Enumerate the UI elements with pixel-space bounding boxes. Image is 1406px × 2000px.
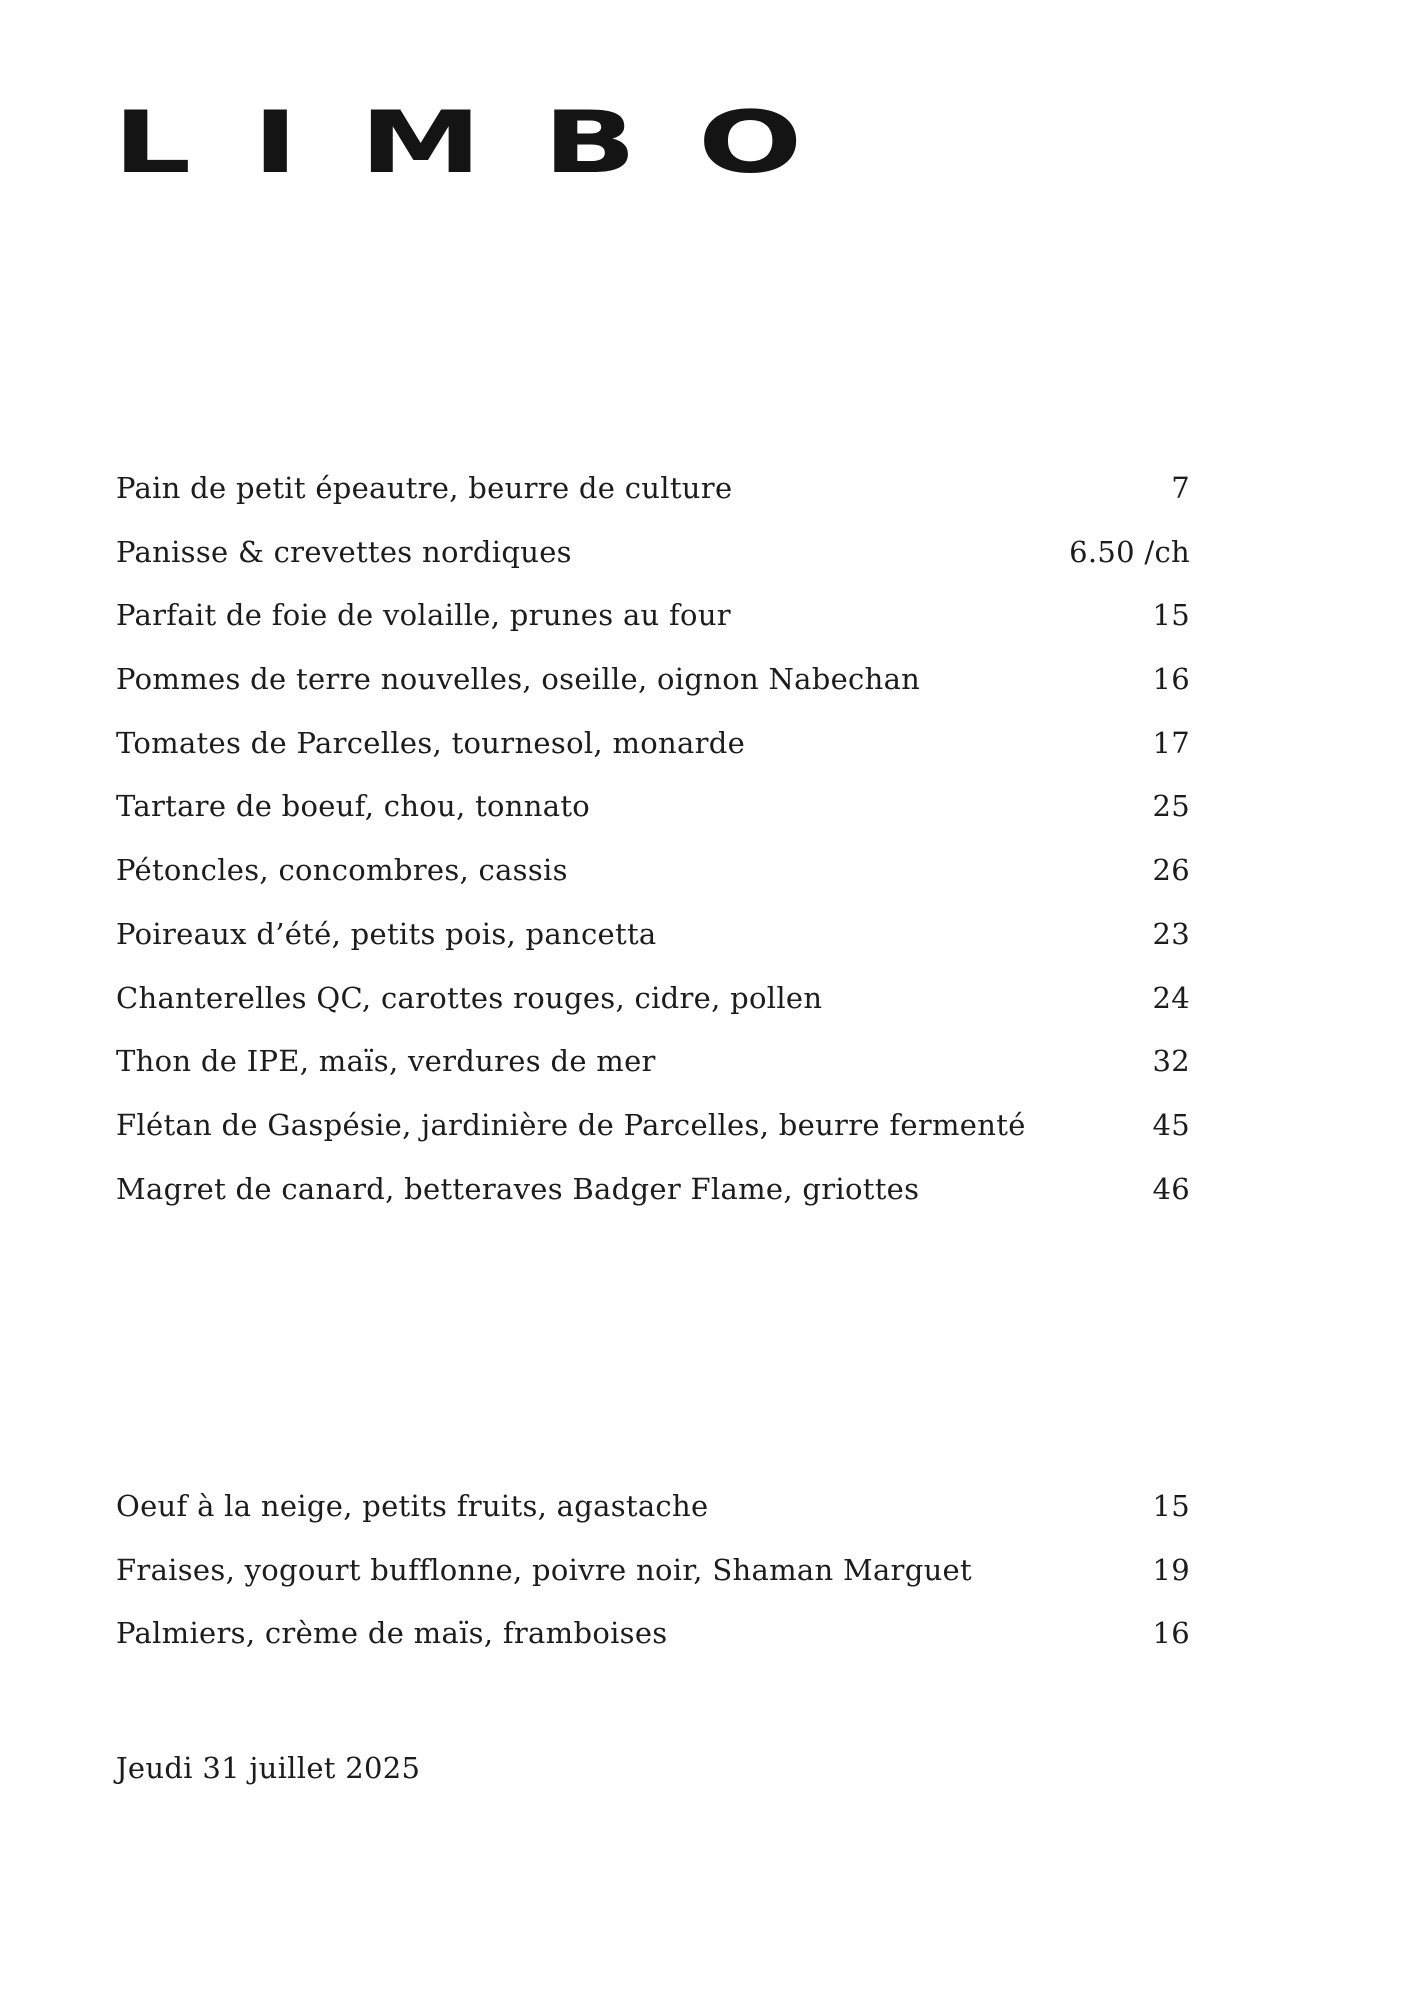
dish-name: Flétan de Gaspésie, jardinière de Parcelles, beurre fermenté [116,1107,1026,1142]
menu-item [116,1044,1190,1111]
restaurant-logo: LIMBO [113,92,864,193]
menu-item [116,853,1190,920]
dish-price: 15 [1152,598,1190,633]
dish-price: 32 [1152,1044,1190,1079]
dish-price: 15 [1152,1489,1190,1523]
dish-name: Thon de IPE, maïs, verdures de mer [116,1044,656,1079]
dish-price: 24 [1152,980,1190,1015]
dish-name: Oeuf à la neige, petits fruits, agastache [116,1489,709,1523]
dish-name: Tomates de Parcelles, tournesol, monarde [116,725,746,760]
dish-name: Chanterelles QC, carottes rouges, cidre, pollen [116,980,823,1015]
menu-item [116,1489,1190,1556]
menu-item [116,1552,1190,1620]
dessert-menu-list [116,1489,1190,1683]
dish-price: 7 [1171,471,1190,505]
menu-item [116,1171,1190,1239]
menu-item [116,1107,1190,1175]
menu-item [116,662,1190,729]
dish-price: 23 [1152,916,1190,951]
dish-name: Fraises, yogourt bufflonne, poivre noir, Shaman Marguet [116,1552,972,1587]
dish-price: 19 [1152,1552,1190,1587]
menu-item [116,789,1190,856]
dish-price: 16 [1152,1616,1190,1651]
dish-name: Pétoncles, concombres, cassis [116,853,568,888]
menu-item [116,916,1190,984]
dish-price: 46 [1152,1171,1190,1206]
dish-name: Parfait de foie de volaille, prunes au four [116,598,731,633]
dish-price: 17 [1152,725,1190,760]
menu-item [116,534,1190,602]
menu-date: Jeudi 31 juillet 2025 [116,1751,421,1785]
dish-name: Pommes de terre nouvelles, oseille, oignon Nabechan [116,662,921,697]
dish-name: Palmiers, crème de maïs, framboises [116,1616,668,1651]
savory-menu-list [116,471,1190,1238]
dish-price: 16 [1152,662,1190,697]
dish-price: 26 [1152,853,1190,888]
dish-name: Tartare de boeuf, chou, tonnato [116,789,591,824]
dish-name: Pain de petit épeautre, beurre de culture [116,471,733,505]
dish-price: 6.50 /ch [1069,534,1190,569]
dish-name: Panisse & crevettes nordiques [116,534,572,569]
dish-price: 45 [1152,1107,1190,1142]
dish-name: Magret de canard, betteraves Badger Flame, griottes [116,1171,920,1206]
dish-price: 25 [1152,789,1190,824]
menu-item [116,598,1190,665]
menu-item [116,725,1190,793]
menu-item [116,980,1190,1048]
dish-name: Poireaux d’été, petits pois, pancetta [116,916,657,951]
menu-item [116,1616,1190,1683]
menu-item [116,471,1190,538]
